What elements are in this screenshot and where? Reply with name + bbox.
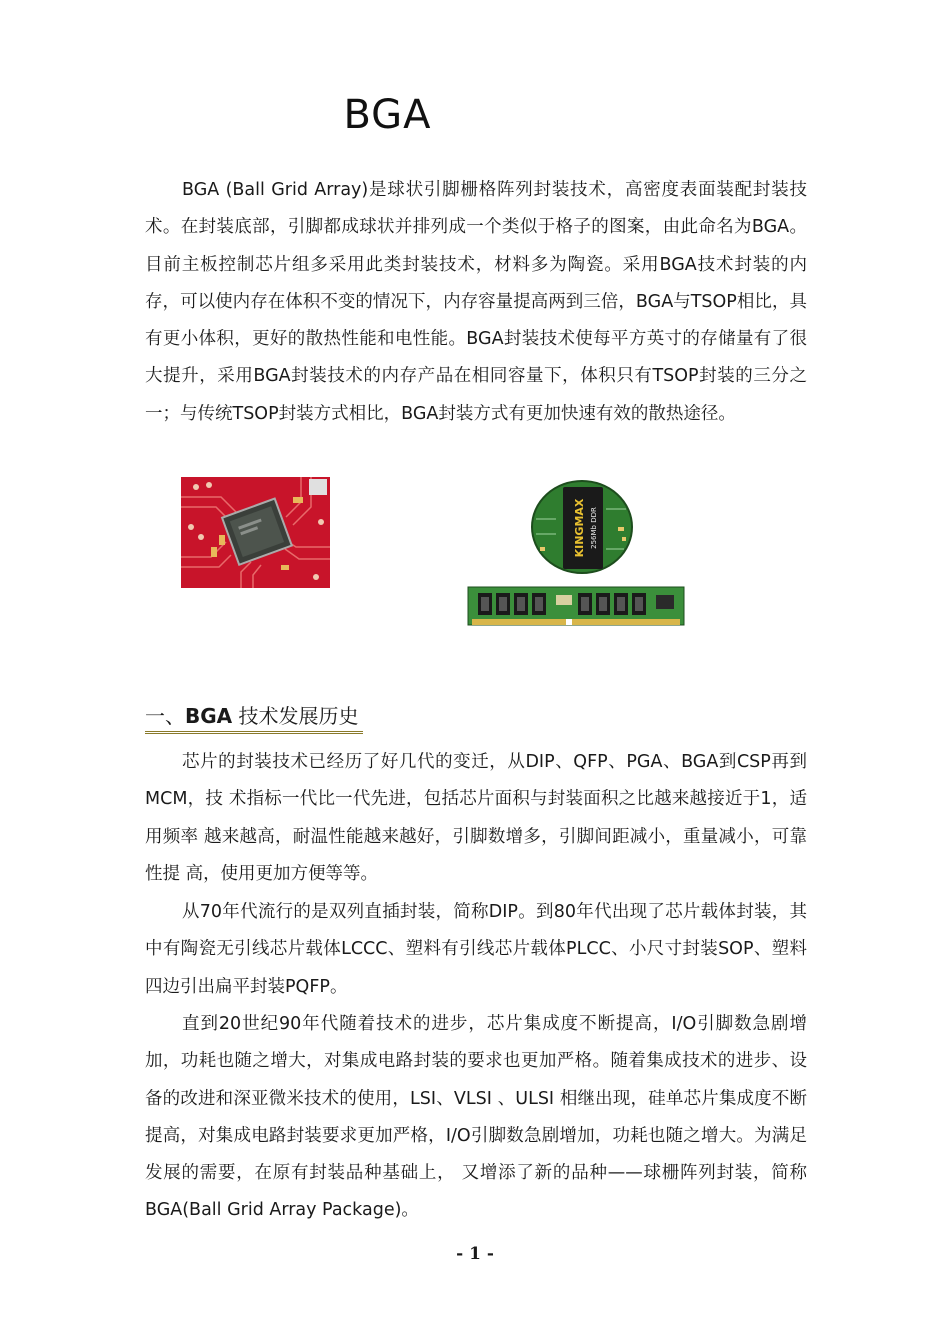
memory-chip-brand: KINGMAX: [573, 498, 586, 558]
heading-rest: 技术发展历史: [232, 704, 359, 728]
page-number: - 1 -: [456, 1244, 494, 1264]
history-paragraph-2: 从70年代流行的是双列直插封装，简称DIP。到80年代出现了芯片载体封装，其中有陶瓷无引线芯片载体LCCC、塑料有引线芯片载体PLCC、小尺寸封装SOP、塑料四边引出扁平封装PQFP。: [145, 902, 807, 997]
heading-bold-term: BGA: [185, 704, 233, 728]
bga-memory-module-image: [466, 479, 686, 631]
memory-chip-spec: 256Mb DDR: [590, 507, 598, 549]
page-title: BGA: [343, 92, 432, 138]
history-paragraph-1: 芯片的封装技术已经历了好几代的变迁，从DIP、QFP、PGA、BGA到CSP再到MCM，技 术指标一代比一代先进，包括芯片面积与封装面积之比越来越接近于1，适用频率 越来越高，耐温性能越来越好，引脚数增多，引脚间距减小，重量减小，可靠性提 高，使用更加方便等等。: [145, 752, 807, 884]
section-heading-bga-history: [145, 700, 363, 734]
history-paragraph-3: 直到20世纪90年代随着技术的进步，芯片集成度不断提高，I/O引脚数急剧增加，功耗也随之增大，对集成电路封装的要求也更加严格。随着集成技术的进步、设备的改进和深亚微米技术的使用，LSI、VLSI 、ULSI 相继出现，硅单芯片集成度不断提高，对集成电路封装要求更加严格，I/O引脚数急剧增加，功耗也随之增大。为满足发展的需要，在原有封装品种基础上， 又增添了新的品种——球栅阵列封装，简称BGA(Ball Grid Array Package)。: [145, 1014, 807, 1221]
intro-paragraph: BGA (Ball Grid Array)是球状引脚栅格阵列封装技术，高密度表面装配封装技术。在封装底部，引脚都成球状并排列成一个类似于格子的图案，由此命名为BGA。目前主板控制芯片组多采用此类封装技术，材料多为陶瓷。采用BGA技术封装的内存，可以使内存在体积不变的情况下，内存容量提高两到三倍，BGA与TSOP相比，具有更小体积，更好的散热性能和电性能。BGA封装技术使每平方英寸的存储量有了很大提升，采用BGA封装技术的内存产品在相同容量下，体积只有TSOP封装的三分之一；与传统TSOP封装方式相比，BGA封装方式有更加快速有效的散热途径。: [145, 180, 807, 424]
heading-prefix: 一、: [145, 704, 185, 728]
bga-chip-on-red-pcb-image: [181, 477, 330, 588]
